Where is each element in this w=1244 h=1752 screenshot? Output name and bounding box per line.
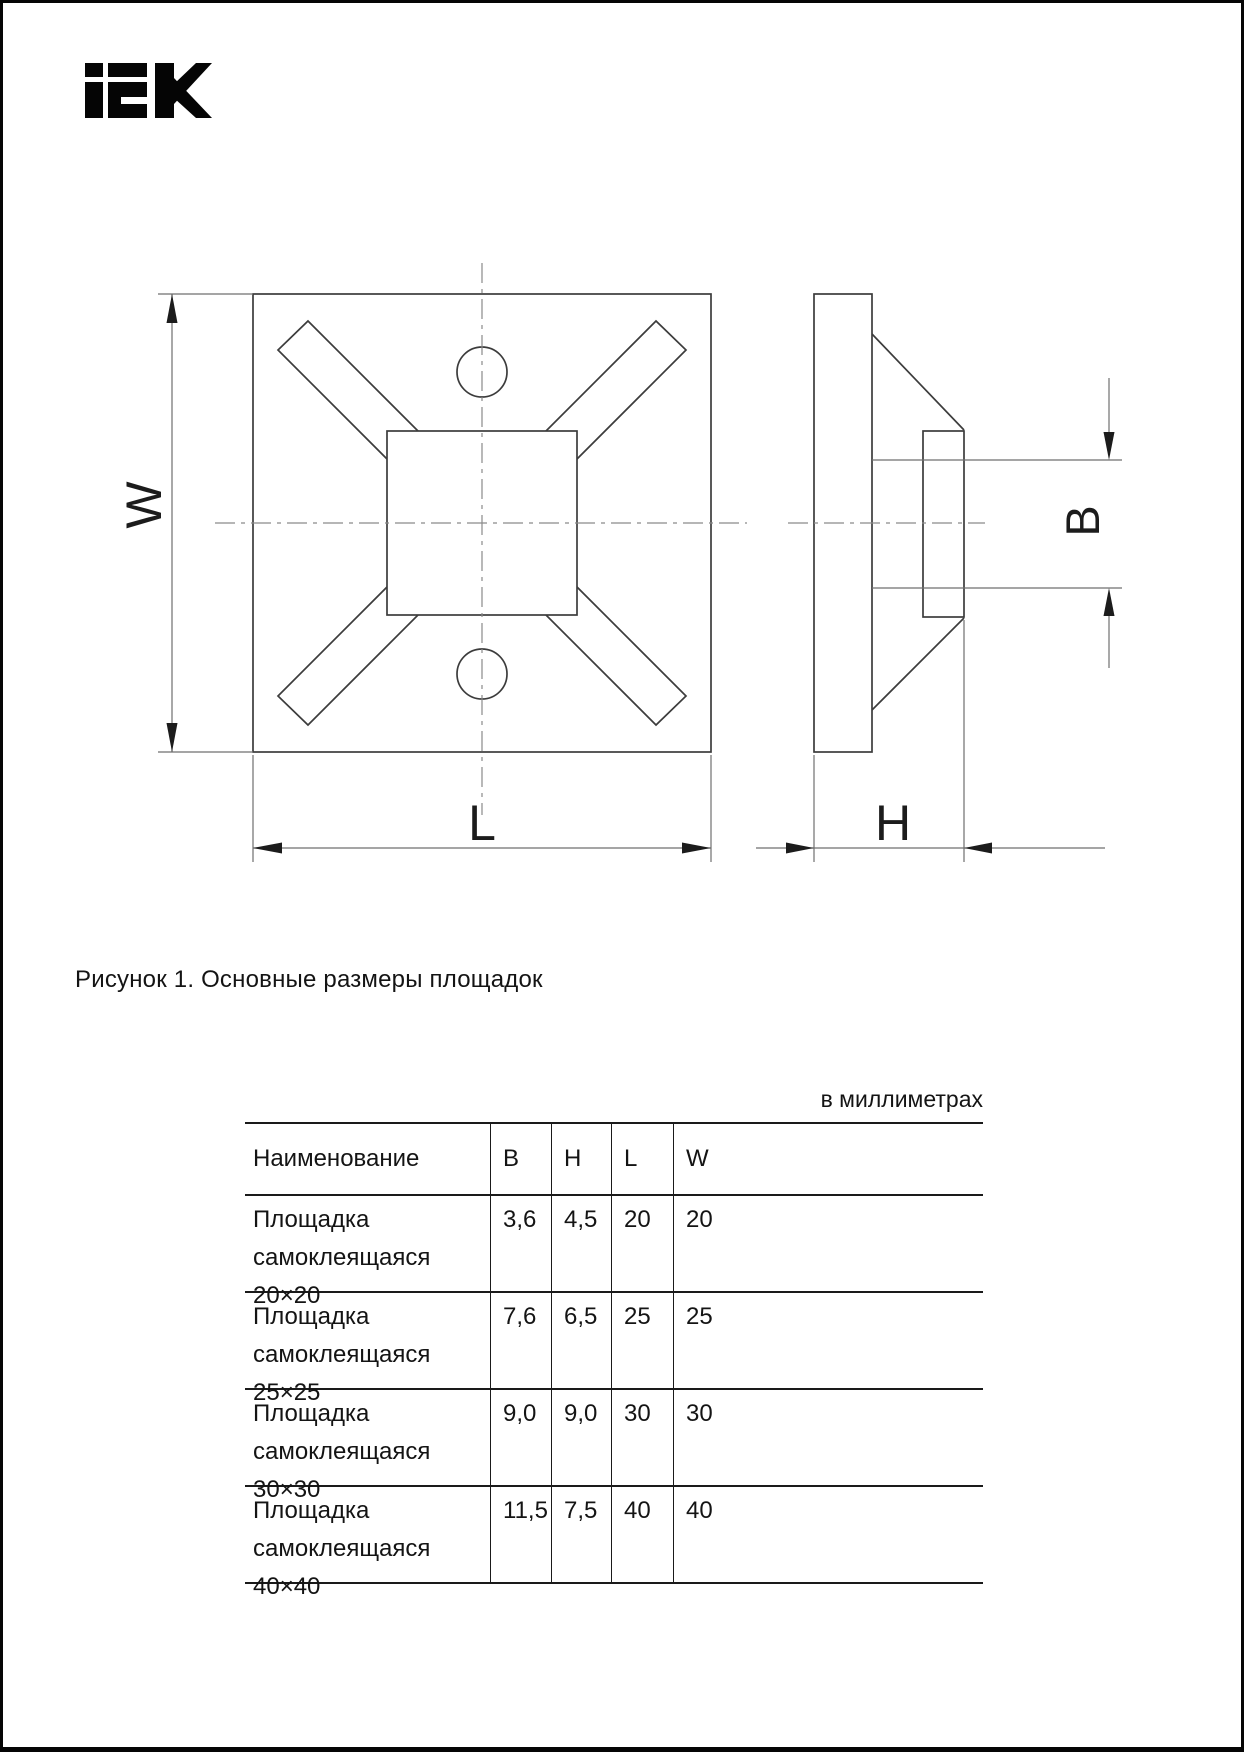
column-header-b: B	[490, 1124, 551, 1194]
table-row	[245, 1293, 983, 1406]
value-l-cell: 40	[611, 1487, 673, 1582]
value-w-cell: 20	[673, 1196, 983, 1291]
table-row	[245, 1390, 983, 1503]
value-w-cell: 30	[673, 1390, 983, 1485]
product-name-cell	[245, 1487, 490, 1600]
product-name: Площадка самоклеящаяся	[253, 1497, 431, 1562]
value-h-cell: 4,5	[551, 1196, 611, 1291]
product-name: Площадка самоклеящаяся	[253, 1303, 431, 1368]
value-l-cell: 25	[611, 1293, 673, 1388]
value-h-cell: 9,0	[551, 1390, 611, 1485]
product-size: 20×20	[253, 1282, 321, 1309]
column-header-w: W	[673, 1124, 983, 1194]
column-header-l: L	[611, 1124, 673, 1194]
upper-slope-edge	[872, 334, 964, 430]
dimensions-table	[245, 1122, 983, 1600]
product-name-cell	[245, 1293, 490, 1406]
product-size: 30×30	[253, 1476, 321, 1503]
l-dim-label: L	[468, 795, 496, 851]
dimension-b	[1056, 378, 1115, 668]
figure-caption: Рисунок 1. Основные размеры площадок	[75, 966, 543, 993]
value-b-cell: 9,0	[490, 1390, 551, 1485]
value-b-cell: 7,6	[490, 1293, 551, 1388]
value-l-cell: 20	[611, 1196, 673, 1291]
product-name: Площадка самоклеящаяся	[253, 1400, 431, 1465]
table-row	[245, 1196, 983, 1309]
product-name: Площадка самоклеящаяся	[253, 1206, 431, 1271]
value-h-cell: 7,5	[551, 1487, 611, 1582]
front-view	[215, 263, 747, 815]
column-header-h: H	[551, 1124, 611, 1194]
value-b-cell: 3,6	[490, 1196, 551, 1291]
units-note: в миллиметрах	[820, 1086, 983, 1112]
value-w-cell: 25	[673, 1293, 983, 1388]
table-header-row	[245, 1124, 983, 1196]
value-b-cell: 11,5	[490, 1487, 551, 1582]
value-l-cell: 30	[611, 1390, 673, 1485]
product-size: 40×40	[253, 1573, 321, 1600]
column-header-name: Наименование	[253, 1145, 420, 1172]
w-dim-label: W	[116, 481, 172, 529]
value-h-cell: 6,5	[551, 1293, 611, 1388]
product-name-cell	[245, 1390, 490, 1503]
value-w-cell: 40	[673, 1487, 983, 1582]
b-dim-label: B	[1056, 505, 1109, 537]
product-name-cell	[245, 1196, 490, 1309]
product-size: 25×25	[253, 1379, 321, 1406]
h-dim-label: H	[874, 795, 912, 851]
lower-slope-edge	[872, 618, 964, 710]
tie-channel-block	[923, 431, 964, 617]
table-row	[245, 1487, 983, 1600]
dimension-h	[756, 620, 1105, 862]
